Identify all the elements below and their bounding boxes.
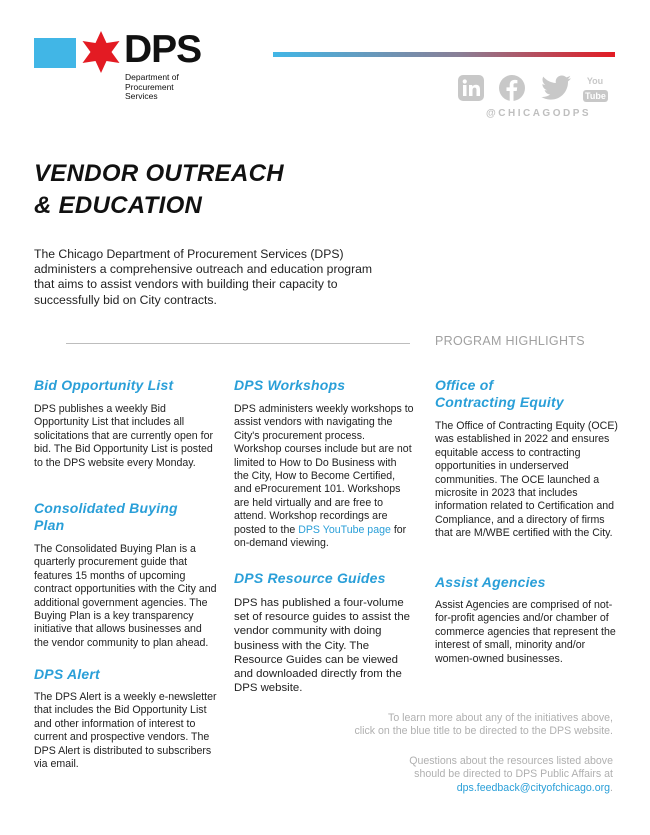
consolidated-buying-plan-link[interactable]: Consolidated Buying Plan — [34, 500, 178, 533]
logo-blue-square — [34, 38, 76, 68]
dps-alert-body: The DPS Alert is a weekly e-newsletter that includes the Bid Opportunity List and other information of interest to current and prospective vendors. The DPS Alert is distributed to subscribers via email. — [34, 691, 217, 771]
page-title: VENDOR OUTREACH & EDUCATION — [34, 160, 284, 219]
youtube-icon[interactable]: You Tube — [585, 76, 606, 101]
consolidated-buying-plan-body: The Consolidated Buying Plan is a quarterly procurement guide that features 15 months of upcoming contract opportunities with the City and additional government agencies. The Buying Plan is a key transparency initiative that allows businesses and the vendor community to plan ahead. — [34, 543, 217, 649]
linkedin-icon[interactable] — [457, 74, 485, 102]
header-gradient-rule — [273, 52, 615, 57]
dps-youtube-page-link[interactable]: DPS YouTube page — [298, 523, 391, 536]
questions-note: Questions about the resources listed above should be directed to DPS Public Affairs at dps.feedback@cityofchicago.org. — [409, 755, 613, 794]
feedback-email-link[interactable]: dps.feedback@cityofchicago.org — [456, 781, 611, 794]
bid-opportunity-body: DPS publishes a weekly Bid Opportunity List that includes all solicitations that are currently open for bid. The Bid Opportunity List is posted to the DPS website every Monday. — [34, 403, 214, 469]
twitter-icon[interactable] — [540, 74, 572, 102]
chicago-star-icon — [79, 30, 123, 74]
intro-paragraph: The Chicago Department of Procurement Services (DPS) administers a comprehensive outreach and education program that aims to assist vendors with building their capacity to successfully bid on City contracts. — [34, 247, 373, 307]
dps-workshops-link[interactable]: DPS Workshops — [234, 377, 346, 393]
logo-wordmark: DPS — [124, 28, 202, 71]
assist-agencies-link[interactable]: Assist Agencies — [435, 574, 546, 590]
section-divider — [66, 343, 410, 344]
bid-opportunity-list-link[interactable]: Bid Opportunity List — [34, 377, 174, 393]
dps-workshops-body: DPS administers weekly workshops to assist vendors with navigating the City's procurement process. Workshop courses include but are not limited to How to Do Business with the City, How to Become Certified, and eProcurement 101. Workshops are held virtually and are free to attend. Workshop recordings are posted to the DPS YouTube page for on-demand viewing. — [234, 403, 414, 550]
assist-agencies-body: Assist Agencies are comprised of not-for-profit agencies and/or chamber of commerce agencies that represent the interest of small, minority and/or women-owned businesses. — [435, 599, 616, 665]
learn-more-note: To learn more about any of the initiatives above, click on the blue title to be directed to the DPS website. — [354, 712, 613, 738]
office-of-contracting-equity-link[interactable]: Office of Contracting Equity — [435, 377, 564, 410]
program-highlights-label: PROGRAM HIGHLIGHTS — [435, 334, 585, 348]
dps-resource-guides-link[interactable]: DPS Resource Guides — [234, 570, 386, 586]
dps-alert-link[interactable]: DPS Alert — [34, 666, 100, 682]
social-handle: @CHICAGODPS — [486, 108, 592, 119]
logo-department-name: Department of Procurement Services — [125, 72, 179, 101]
facebook-icon[interactable] — [498, 74, 526, 102]
office-of-contracting-equity-body: The Office of Contracting Equity (OCE) was established in 2022 and ensures equitable access to contracting opportunities in underserved communities. The OCE launched a microsite in 2023 that includes information related to Certification and Compliance, and a directory of firms that are M/WBE certified with the City. — [435, 420, 618, 540]
dps-resource-guides-body: DPS has published a four-volume set of resource guides to assist the vendor community with doing business with the City. The Resource Guides can be viewed and downloaded directly from the DPS website. — [234, 597, 411, 695]
